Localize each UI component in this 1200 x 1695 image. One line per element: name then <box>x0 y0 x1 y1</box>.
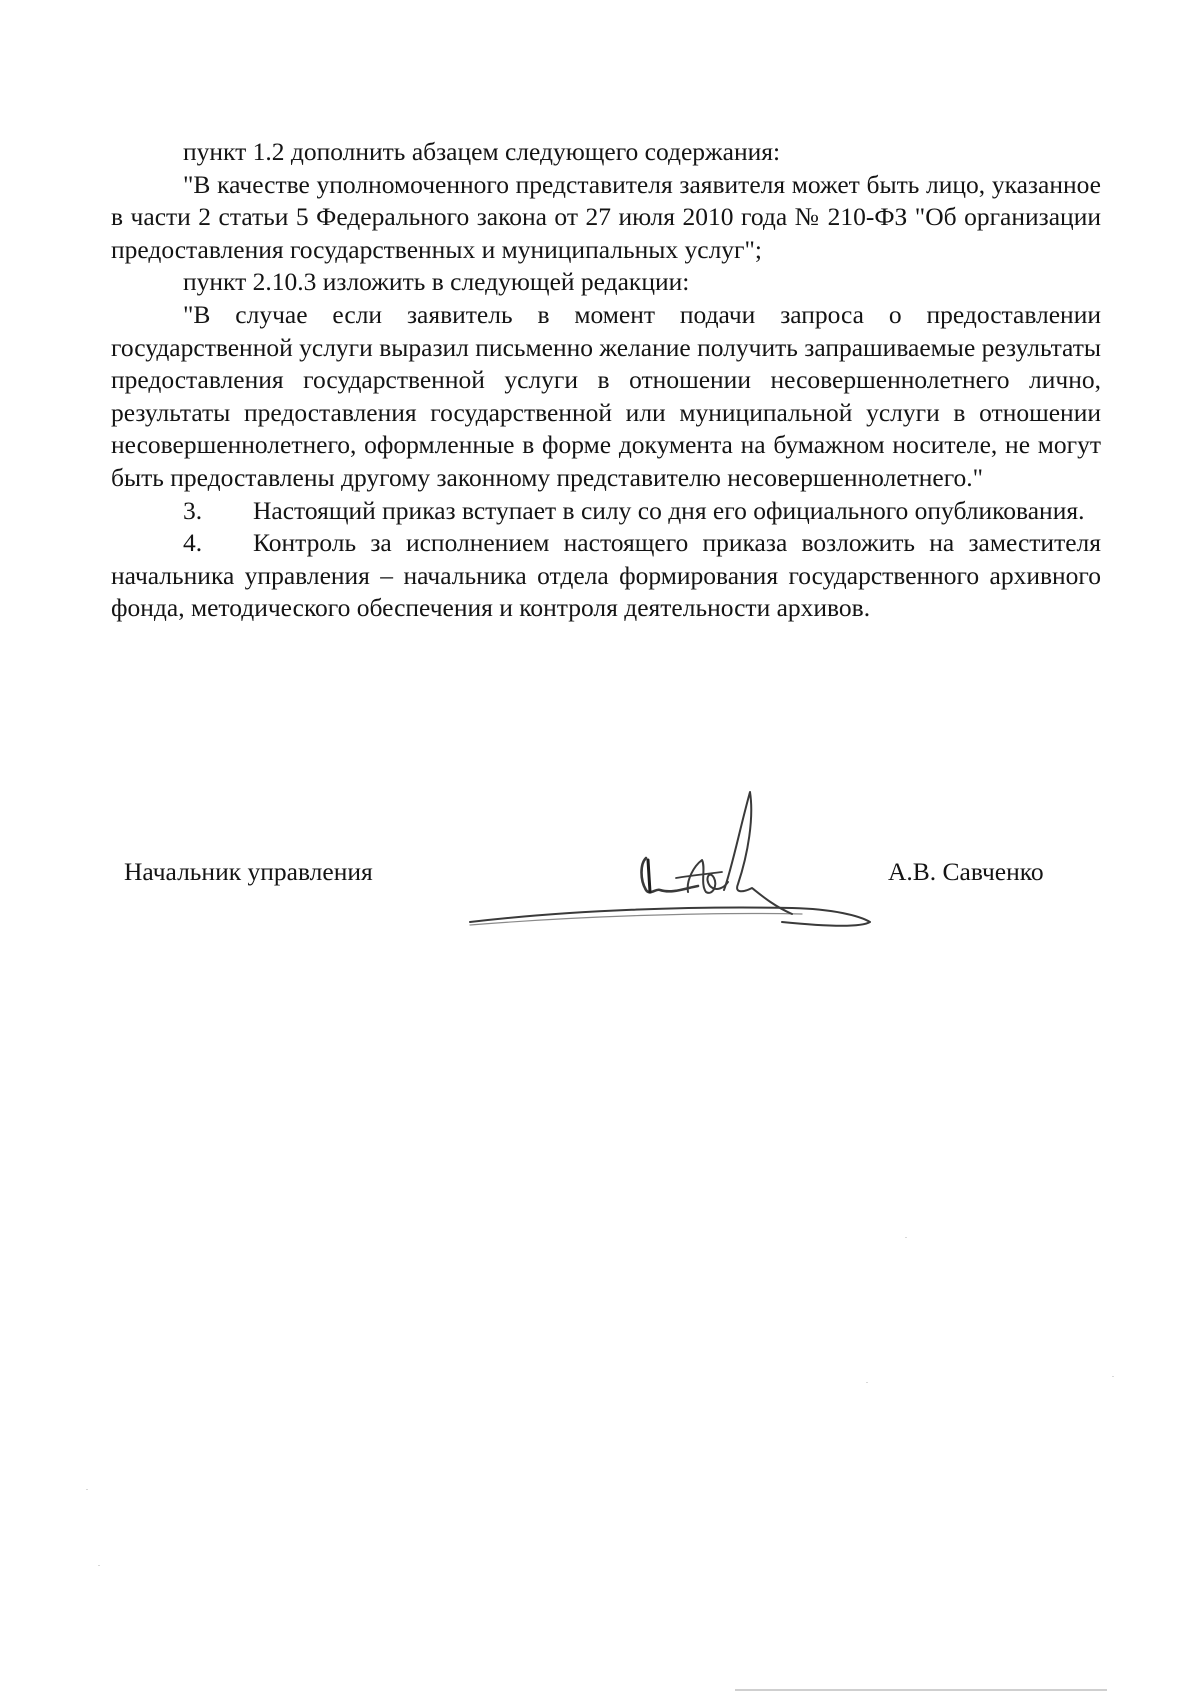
paragraph-minor-results: "В случае если заявитель в момент подачи запроса о предоставлении государственной услуги выразил письменно желание получить запрашиваемые результаты предоставления государственной услуги в отношении несовершеннолетнего лично, результаты предоставления государственной или муниципальной услуги в отношении несовершеннолетнего, оформленные в форме документа на бумажном носителе, не могут быть предоставлены другому законному представителю несовершеннолетнего." <box>111 299 1101 492</box>
paragraph-item-3 <box>111 495 1101 528</box>
scan-speck <box>1112 1376 1114 1377</box>
signature-row <box>0 856 1200 896</box>
item-3-number: 3. <box>183 495 203 525</box>
signer-position: Начальник управления <box>124 857 373 886</box>
scan-speck <box>905 1237 907 1238</box>
item-4-number: 4. <box>183 528 203 558</box>
signer-name: А.В. Савченко <box>888 857 1044 886</box>
scan-speck <box>86 1489 88 1490</box>
item-4-text: Контроль за исполнением настоящего приказа возложить на заместителя начальника управления – начальника отдела формирования государственного архивного фонда, методического обеспечения и контроля деятельности архивов. <box>111 528 1101 623</box>
paragraph-authorized-representative: "В качестве уполномоченного представителя заявителя может быть лицо, указанное в части 2 статьи 5 Федерального закона от 27 июля 2010 года № 210-ФЗ "Об организации предоставления государственных и муниципальных услуг"; <box>111 169 1101 264</box>
scan-bottom-edge <box>735 1689 1107 1691</box>
paragraph-item-4 <box>111 527 1101 625</box>
item-3-text: Настоящий приказ вступает в силу со дня его официального опубликования. <box>253 495 1085 525</box>
document-body <box>111 136 1101 625</box>
scan-speck <box>866 1382 868 1383</box>
paragraph-point-1-2: пункт 1.2 дополнить абзацем следующего содержания: <box>183 137 781 166</box>
scan-speck <box>98 1565 100 1566</box>
paragraph-point-2-10-3: пункт 2.10.3 изложить в следующей редакции: <box>183 267 690 297</box>
